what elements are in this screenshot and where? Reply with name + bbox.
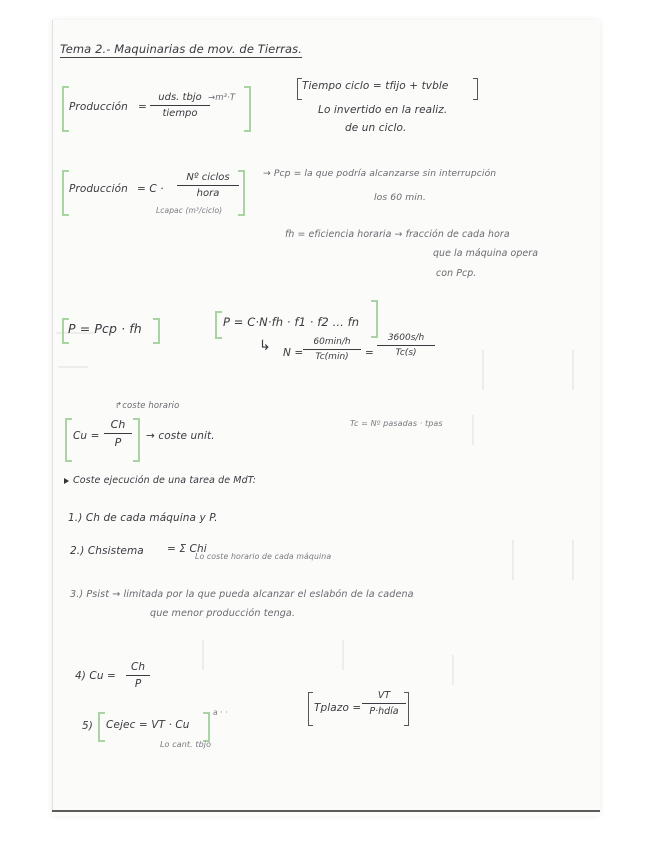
n-fraction-minutes: [303, 337, 361, 362]
production-fraction: [150, 92, 210, 119]
cycles-per-hour-fraction: [177, 172, 239, 199]
deadline-label: Tplazo =: [314, 702, 362, 714]
step-3-line1: 3.) Psist → limitada por la que pueda alcanzar el eslabón de la cadena: [70, 589, 414, 600]
section-title: Coste ejecución de una tarea de MdT:: [73, 475, 257, 486]
bracket-right: [404, 692, 409, 726]
unit-cost-label: Cu =: [73, 430, 100, 442]
step-3-line2: que menor producción tenga.: [150, 608, 296, 619]
equals-sign: =: [365, 347, 374, 359]
cycle-time-line1: Tiempo ciclo = tfijo + tvble: [302, 80, 449, 92]
n-fraction-seconds: [377, 333, 435, 358]
pcp-note-line1: → Pcp = la que podría alcanzarse sin interrupción: [263, 168, 497, 179]
fraction-numerator: 3600s/h: [377, 333, 435, 346]
step-2-label: 2.) Chsistema: [70, 545, 144, 557]
production-equation: P = Pcp · fh: [68, 321, 142, 336]
work-quantity-note: Lo cant. tbjo: [160, 740, 212, 749]
arrow-corner-icon: ↳: [259, 338, 271, 354]
execution-cost-equation: Cejec = VT · Cu: [106, 719, 190, 731]
efficiency-line3: con Pcp.: [436, 268, 477, 279]
capacity-note: Lcapac (m³/ciclo): [156, 206, 223, 215]
fraction-denominator: hora: [196, 188, 220, 199]
arrow-bullet-icon: [64, 478, 69, 484]
green-bracket-right: [244, 86, 251, 132]
page-edge: [52, 20, 53, 810]
green-bracket-left: [62, 170, 69, 216]
pcp-note-line2: los 60 min.: [374, 192, 426, 203]
cycle-time-passes: Tc = Nº pasadas · tpas: [350, 419, 443, 428]
green-bracket-right: [133, 418, 140, 462]
efficiency-line1: fh = eficiencia horaria → fracción de cada hora: [285, 229, 510, 240]
page-bottom-rule: [52, 810, 600, 812]
production-label: Producción: [69, 101, 128, 113]
page-title: Tema 2.- Maquinarias de mov. de Tierras.: [60, 42, 302, 56]
cycle-time-line2: Lo invertido en la realiz.: [318, 104, 448, 116]
step-5-label: 5): [82, 720, 93, 732]
bracket-left: [308, 692, 313, 726]
fraction-denominator: Tc(s): [395, 348, 417, 358]
fraction-numerator: VT: [362, 690, 406, 704]
green-bracket-left: [65, 418, 72, 462]
step-4-fraction: [126, 661, 150, 690]
green-bracket-left: [98, 712, 105, 742]
fraction-numerator: Ch: [126, 661, 150, 676]
hourly-cost-note: ↱coste horario: [115, 401, 180, 411]
production-full-equation: P = C·N·fh · f1 · f2 ... fn: [223, 315, 360, 329]
green-bracket-right: [153, 318, 160, 344]
unit-cost-fraction: [104, 418, 132, 449]
unit-cost-note: → coste unit.: [146, 430, 215, 442]
deadline-fraction: [362, 690, 406, 717]
fraction-denominator: P·hdía: [369, 706, 399, 717]
fraction-denominator: P: [114, 436, 122, 449]
fraction-denominator: P: [134, 678, 142, 690]
bracket-right: [473, 78, 478, 100]
section-heading: [64, 475, 256, 486]
green-bracket-right: [238, 170, 245, 216]
fraction-numerator: 60min/h: [303, 337, 361, 350]
step-2-sum: = Σ Chi: [167, 543, 207, 555]
production-label: Producción: [69, 183, 128, 195]
green-bracket-left: [215, 311, 222, 339]
step-2-note: Lo coste horario de cada máquina: [195, 552, 332, 561]
fraction-denominator: tiempo: [162, 108, 198, 119]
green-bracket-right: [203, 712, 210, 742]
green-bracket-left: [62, 86, 69, 132]
step-1: 1.) Ch de cada máquina y P.: [68, 512, 218, 524]
step-5-faint-text: a · ·: [213, 708, 228, 717]
n-equals: N =: [283, 347, 304, 359]
fraction-numerator: Ch: [104, 418, 132, 434]
efficiency-line2: que la máquina opera: [433, 248, 539, 259]
equals-sign: =: [138, 101, 147, 113]
units-note: →m³·T: [208, 93, 236, 103]
equals-sign: = C ·: [137, 183, 164, 195]
fraction-numerator: uds. tbjo: [150, 92, 210, 106]
fraction-numerator: Nº ciclos: [177, 172, 239, 186]
step-4-label: 4) Cu =: [75, 670, 116, 682]
cycle-time-line3: de un ciclo.: [345, 122, 407, 134]
fraction-denominator: Tc(min): [315, 352, 349, 362]
